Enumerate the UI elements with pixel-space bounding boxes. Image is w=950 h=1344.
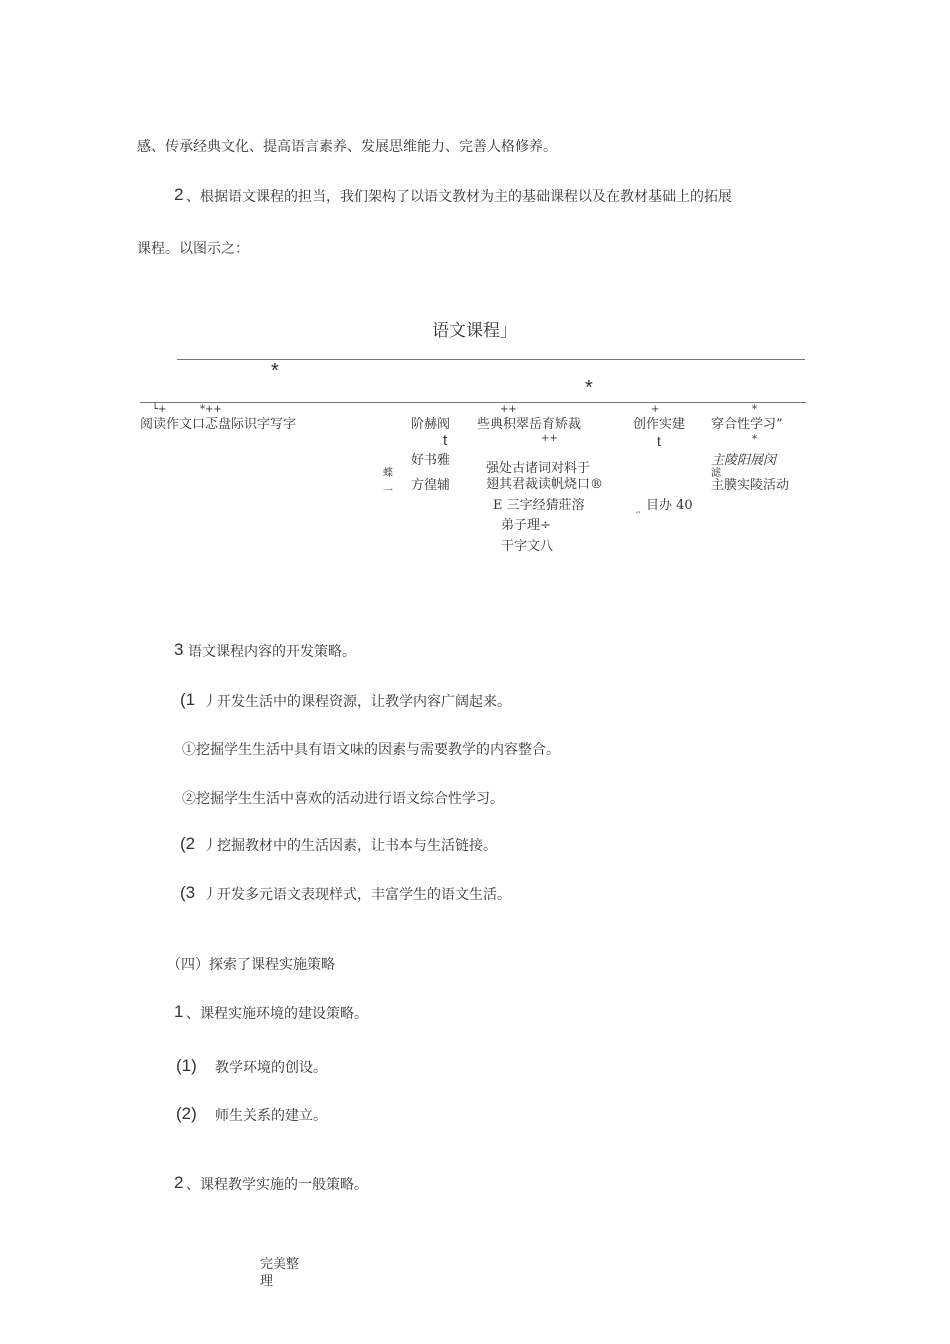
item-3-number: (3 [180, 883, 196, 902]
col5-line-2: 主陵阳展闵 [711, 453, 777, 468]
col4-label: 创作实建 [633, 417, 686, 432]
col5-line-3: 主膜实陵活动 [711, 478, 790, 493]
col3-marks-2: ++ [541, 433, 558, 444]
item-2-text: 丿挖掘教材中的生活因素，让书本与生活链接。 [203, 838, 497, 854]
footer-line-2: 理 [260, 1274, 274, 1289]
diagram-star-right: * [585, 377, 593, 399]
section-4-sub1-text: 教学环境的创设。 [215, 1060, 327, 1076]
item-1-number: (1 [180, 690, 196, 709]
diagram-star-left: * [271, 360, 279, 382]
item-1-text: 丿开发生活中的课程资源，让教学内容广阔起来。 [203, 694, 511, 710]
col3-line-3: 翅其君裁读帆烧口® [486, 477, 604, 492]
diagram-title: 语文课程」 [432, 321, 517, 341]
col5-line-2b: 滤 [711, 468, 721, 479]
col3-marks: ++ [500, 404, 517, 415]
col1-marks-2: *++ [200, 404, 222, 415]
section-4-p1-number: 1 [174, 1002, 184, 1021]
section-4-p2-text: 、课程教学实施的一般策略。 [186, 1177, 368, 1193]
col2-line-3: 方徨辅 [411, 478, 451, 493]
col3-label: 些典积翠岳育矫裁 [477, 417, 582, 432]
section-3-heading: 语文课程内容的开发策略。 [188, 644, 356, 660]
para-2-text: 、根据语文课程的担当，我们架构了以语文教材为主的基础课程以及在教材基础上的拓展 [186, 189, 732, 205]
col3-line-6: 干字文八 [501, 539, 554, 554]
para-2-continuation: 课程。以图示之： [137, 241, 249, 257]
col4-side: ′′ [636, 511, 641, 522]
section-4-sub2-text: 师生关系的建立。 [215, 1108, 327, 1124]
section-3-number: 3 [174, 640, 184, 659]
section-4-heading: （四）探索了课程实施策略 [167, 957, 335, 973]
col2-label: 阶赫阀 [411, 417, 451, 432]
col3-line-2: 强处古诸词对料于 [486, 461, 591, 476]
col4-marks: + [651, 404, 660, 415]
section-4-p1-text: 、课程实施环境的建设策略。 [186, 1006, 368, 1022]
col4-t: t [657, 433, 661, 449]
intro-line-1: 感、传承经典文化、提高语言素养、发展思维能力、完善人格修养。 [137, 139, 557, 155]
col4-line-2: 目办 40 [646, 498, 693, 513]
sub-item-2: ②挖掘学生生活中喜欢的活动进行语文综合性学习。 [182, 791, 504, 807]
diagram-branch-line [140, 402, 806, 403]
sub-item-1: ①挖掘学生生活中具有语文味的因素与需要教学的内容整合。 [182, 742, 560, 758]
item-2-number: (2 [180, 834, 196, 853]
col2-t: t [443, 432, 448, 449]
col5-label: 穿合性学习” [711, 417, 783, 432]
col2-side-1: 蝶 [383, 468, 393, 479]
col2-line-2: 好书雅 [411, 453, 451, 468]
col5-marks-2: * [752, 434, 757, 445]
para-2-number: 2 [174, 185, 184, 204]
col1-label: 阅读作文口忑盘际识字写字 [140, 417, 297, 432]
col2-side-2: 一 [383, 486, 393, 497]
section-4-p2-number: 2 [174, 1173, 184, 1192]
footer-line-1: 完美整 [260, 1257, 300, 1272]
col5-marks: * [752, 404, 757, 415]
col1-marks: └+ [152, 404, 167, 415]
section-4-sub1-number: (1) [176, 1056, 197, 1075]
section-4-sub2-number: (2) [176, 1104, 197, 1123]
col3-line-5: 弟子理÷ [501, 518, 551, 533]
item-3-text: 丿开发多元语文表现样式，丰富学生的语文生活。 [203, 887, 511, 903]
col3-line-4: E 三字经猜莊溶 [493, 498, 585, 513]
